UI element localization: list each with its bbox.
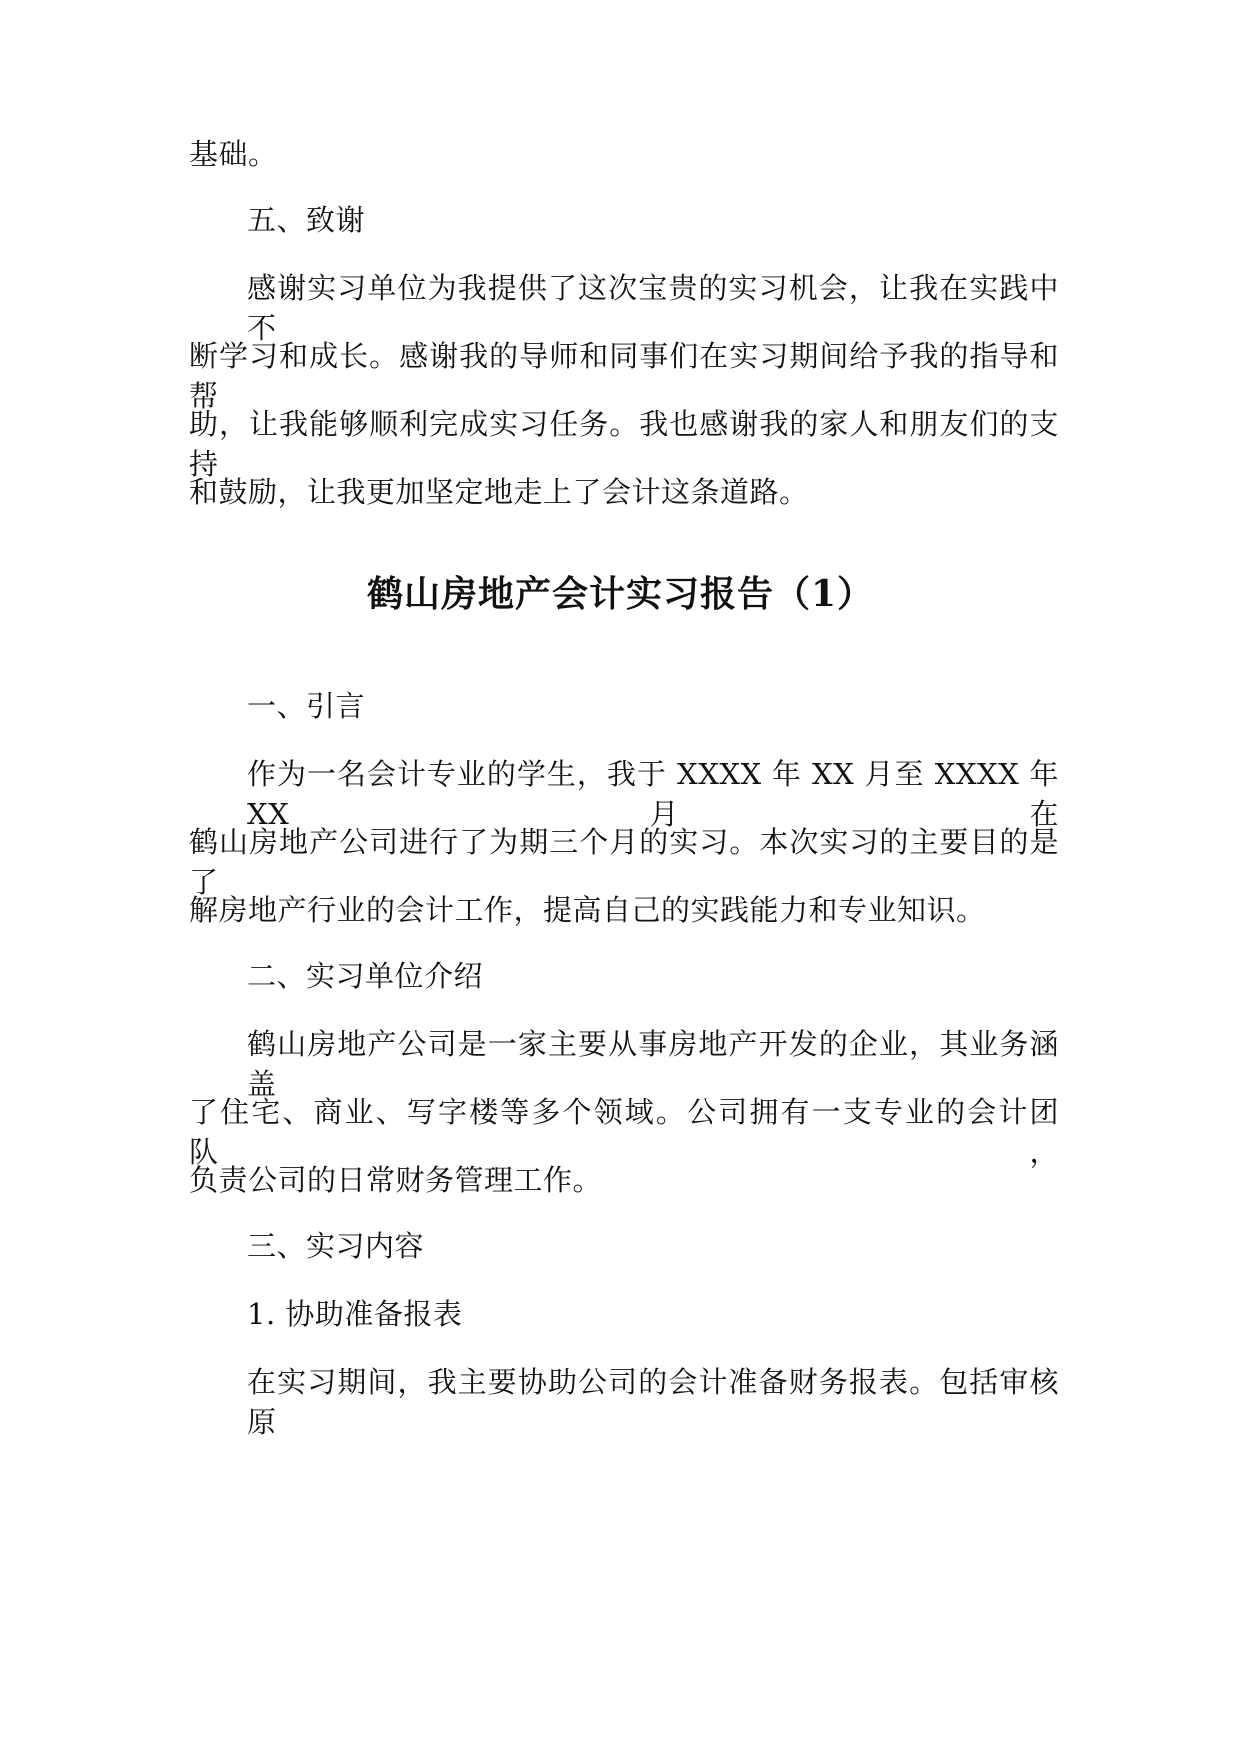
paragraph-line: 和鼓励，让我更加坚定地走上了会计这条道路。 <box>189 475 809 509</box>
paragraph-line: 鹤山房地产公司进行了为期三个月的实习。本次实习的主要目的是了 <box>189 825 1059 899</box>
section-heading-content: 三、实习内容 <box>247 1229 425 1263</box>
subsection-heading-item1: 1. 协助准备报表 <box>247 1297 463 1331</box>
section-heading-intro: 一、引言 <box>247 689 366 723</box>
paragraph-line: 作为一名会计专业的学生，我于 XXXX 年 XX 月至 XXXX 年 XX 月在 <box>247 757 1059 831</box>
paragraph-line: 断学习和成长。感谢我的导师和同事们在实习期间给予我的指导和帮 <box>189 339 1059 413</box>
paragraph-line: 感谢实习单位为我提供了这次宝贵的实习机会，让我在实践中不 <box>247 271 1059 345</box>
paragraph-line: 在实习期间，我主要协助公司的会计准备财务报表。包括审核原 <box>247 1365 1059 1439</box>
paragraph-line: 了住宅、商业、写字楼等多个领域。公司拥有一支专业的会计团队， <box>189 1095 1059 1169</box>
paragraph-line: 负责公司的日常财务管理工作。 <box>189 1163 603 1197</box>
paragraph-line: 鹤山房地产公司是一家主要从事房地产开发的企业，其业务涵盖 <box>247 1027 1059 1101</box>
paragraph-tail-line: 基础。 <box>189 137 278 171</box>
section-heading-thanks: 五、致谢 <box>247 203 366 237</box>
paragraph-line: 解房地产行业的会计工作，提高自己的实践能力和专业知识。 <box>189 893 986 927</box>
report-title: 鹤山房地产会计实习报告（1） <box>366 573 875 615</box>
section-heading-unit: 二、实习单位介绍 <box>247 959 484 993</box>
paragraph-line: 助，让我能够顺利完成实习任务。我也感谢我的家人和朋友们的支持 <box>189 407 1059 481</box>
